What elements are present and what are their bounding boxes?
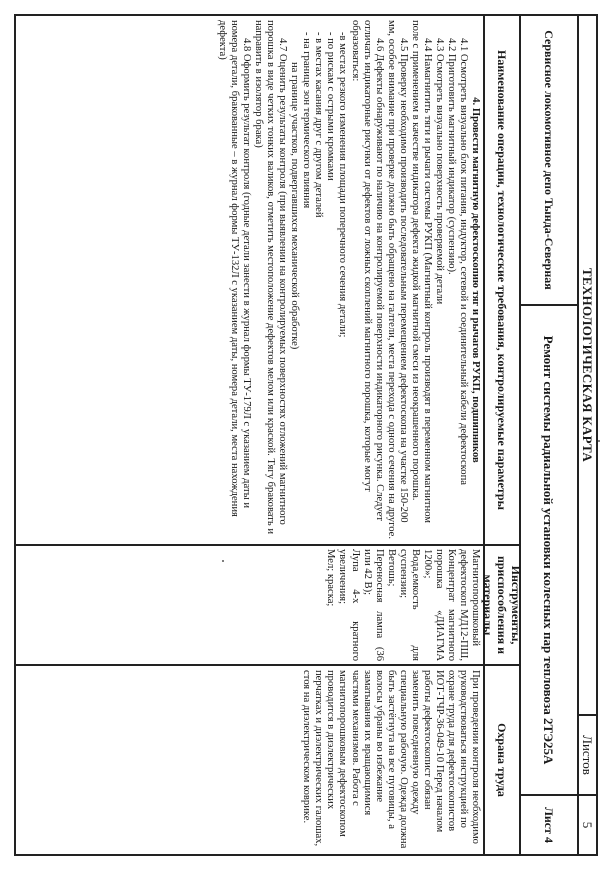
safety-cell [15,665,484,855]
tool-item: Переносная лампа (36 или 42 В); [361,549,385,661]
tool-item: Магнитопорошковый дефектоскоп МД12-ПШ, Концентрат магнитного порошка «ДИАГМА 1200»; [421,549,481,661]
step-4-7: 4.7 Оценить результаты контроля (при выявлении на контролируемых поверхностях отложений магнитного порошка в виде четких тонких валиков, отметить местоположение дефектов мелом или краской. Тягу браковать и направить в изолятор брака) [253,20,289,535]
col-safety-header: Охрана труда [484,665,520,855]
tech-card-sheet [14,14,598,856]
false-indication-item: на границе участков, подвергавшихся механической обработке) [289,62,301,350]
step-4-5: 4.5 Проверку необходимо производить последовательным перемещением дефектоскопа на участке 150-200 мм, особое внимание при проверке должно быть обращено на галтели, места перехода с одного сечения на другое. [385,20,409,540]
step-4-4: 4.4 Намагнитить тяги и рычаги системы РУКП (Магнитный контроль производят в переменном магнитном поле с применением в качестве индикатора дефекта жидкой магнитной смеси из неокрашенного порошка. [409,20,433,524]
stray-mark [598,440,600,442]
step-4-6: 4.6 Дефекты обнаруживают по наличию на контролируемой поверхности индикаторного рисунка. Следует отличать индикаторные рисунки от дефектов от ложных скоплений магнитного порошка, которые могут образоваться: [349,20,385,521]
tool-item: Лупа 4-х кратного увеличения; [337,549,361,661]
false-indication-item: -в местах резкого изменения площади поперечного сечения детали; [337,32,349,338]
safety-text: При проведении контроля необходимо руководствоваться инструкцией по охране труда для дефектоскопистов ИОТ-ТЧР-36-049-10 Перед началом работы дефектоскопист обязан заменить повседневную одежду специальную рабочую. Одежда должна быть застёгнута на все пуговицы, а волосы убраны во избежание заматывания их вращающимися частями механизмов. Работа с магнитопорошковым дефектоскопом проводится в диэлектрических перчатках и диэлектрических галошах, стоя на диэлектрическом коврике. [301,670,481,849]
tool-item: Вода,емкость для суспензии; [397,549,421,661]
card-title: ТЕХНОЛОГИЧЕСКАЯ КАРТА [578,15,597,715]
false-indication-item: - на границе зон термического влияния [301,32,313,209]
tool-item: Ветошь; [385,549,397,587]
false-indication-item: - по рискам с острыми кромками [325,32,337,181]
sheets-label: Листов [578,715,597,795]
operations-cell [15,15,484,545]
col-operation-header: Наименование операции, технологические требования, контролируемые параметры [484,15,520,545]
false-indication-item: - в местах касания друг с другом деталей [313,32,325,218]
step-4-8: 4.8 Оформить результат контроля (годные детали занести в журнал формы ТУ-179Л с указанием даты и номера детали, бракованные – в журнал формы ТУ-132Л с указанием даты, номера детали, места нахождения дефекта) [217,20,253,517]
depot-name: Сервисное локомотивное депо Тында-Северная [520,15,578,305]
sheets-count: 5 [578,795,597,855]
step-4-1: 4.1 Осмотреть визуально блок питания, индуктор, сетевой и соединительный кабели дефектоскопа [457,38,469,485]
step-4-3: 4.3 Осмотреть визуально поверхность проверяемой детали [433,38,445,305]
col-tools-header: Инструменты, приспособления и материалы [484,545,520,665]
section-heading: 4. Провести магнитную дефектоскопию тяг и рычагов РУКП, подшипников [470,97,481,463]
stray-mark [222,560,224,562]
step-4-2: 4.2 Приготовить магнитный индикатор (суспензию). [445,38,457,275]
repair-title: Ремонт системы радиальной установки колесных пар тепловоза 2ТЭ25А [520,305,578,795]
tool-item: Мел; краска; [325,549,337,607]
sheet-number: Лист 4 [520,795,578,855]
tools-cell [15,545,484,665]
